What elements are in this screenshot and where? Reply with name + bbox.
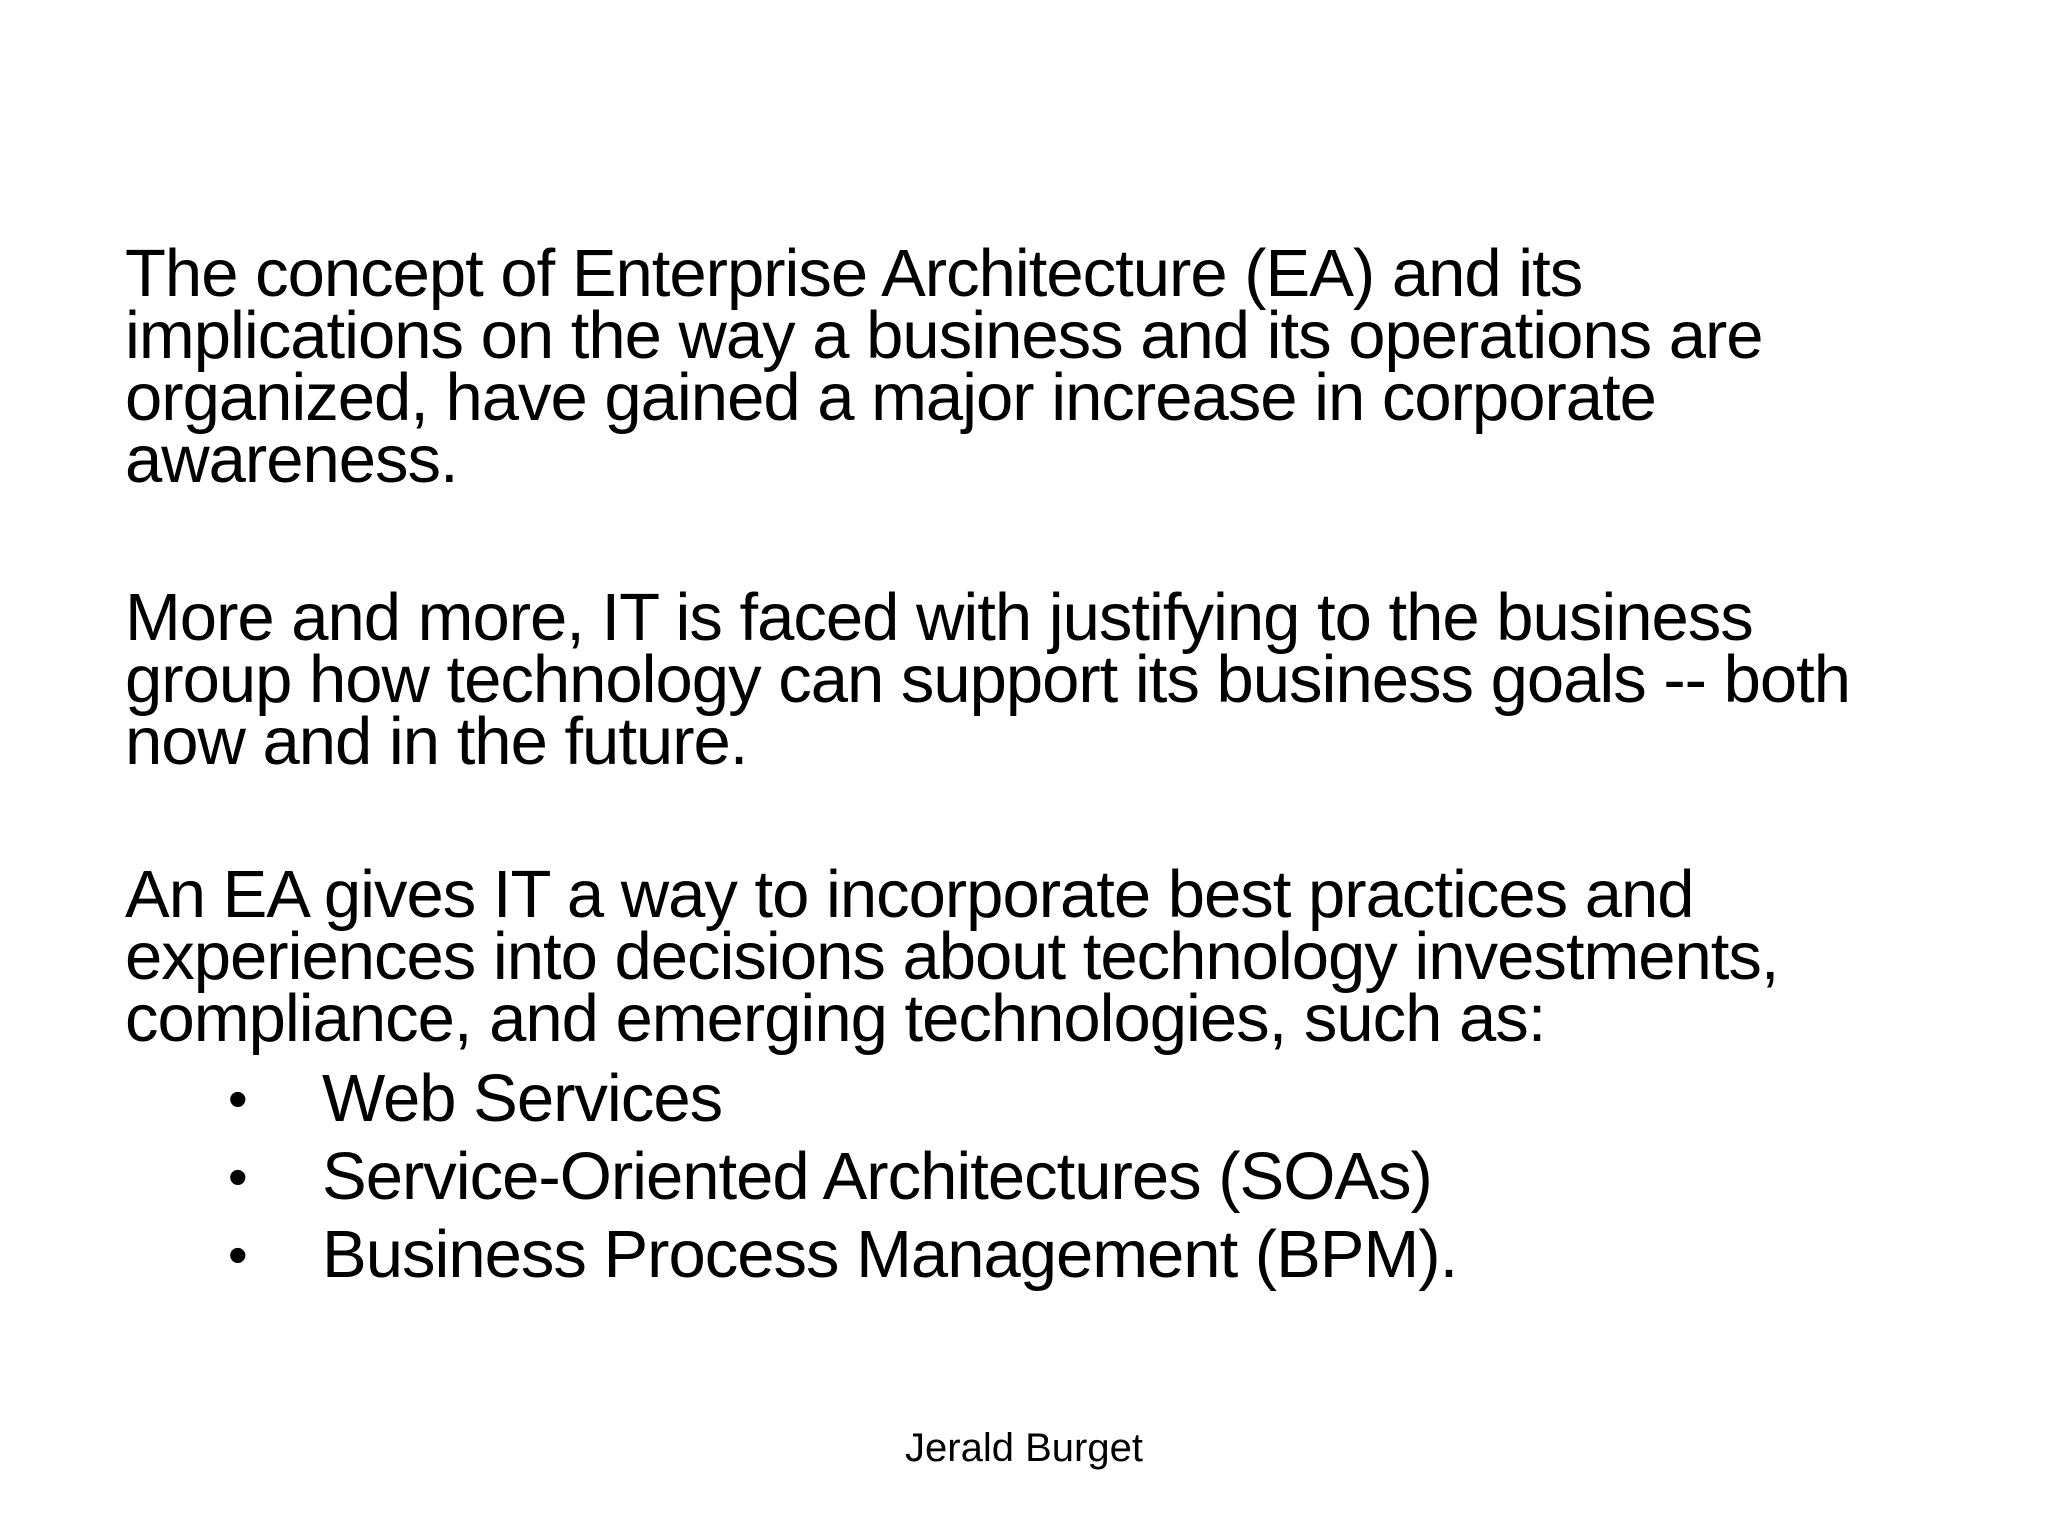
paragraph-line: awareness. xyxy=(125,422,458,497)
bullet-text: Business Process Management (BPM). xyxy=(322,1217,1458,1292)
paragraph-it-justification xyxy=(125,580,2005,779)
paragraph-ea-benefits xyxy=(125,857,2005,1056)
paragraph-ea-concept xyxy=(125,236,2005,497)
bullet-icon: • xyxy=(228,1223,247,1286)
paragraph-line: More and more, IT is faced with justifying to the business xyxy=(125,580,1753,655)
bullet-icon: • xyxy=(228,1067,247,1130)
bullet-icon: • xyxy=(228,1145,247,1208)
paragraph-line: An EA gives IT a way to incorporate best practices and xyxy=(125,857,1694,932)
paragraph-line: compliance, and emerging technologies, such as: xyxy=(125,981,1546,1056)
paragraph-line: group how technology can support its business goals -- both xyxy=(125,642,1851,717)
footer-author: Jerald Burget xyxy=(905,1426,1143,1470)
paragraph-line: experiences into decisions about technology investments, xyxy=(125,919,1779,994)
bullet-text: Web Services xyxy=(322,1061,723,1136)
paragraph-line: The concept of Enterprise Architecture (EA) and its xyxy=(125,236,1583,311)
bullet-text: Service-Oriented Architectures (SOAs) xyxy=(322,1139,1432,1214)
paragraph-line: implications on the way a business and its operations are xyxy=(125,298,1763,373)
paragraph-line: now and in the future. xyxy=(125,704,748,779)
paragraph-line: organized, have gained a major increase in corporate xyxy=(125,360,1656,435)
